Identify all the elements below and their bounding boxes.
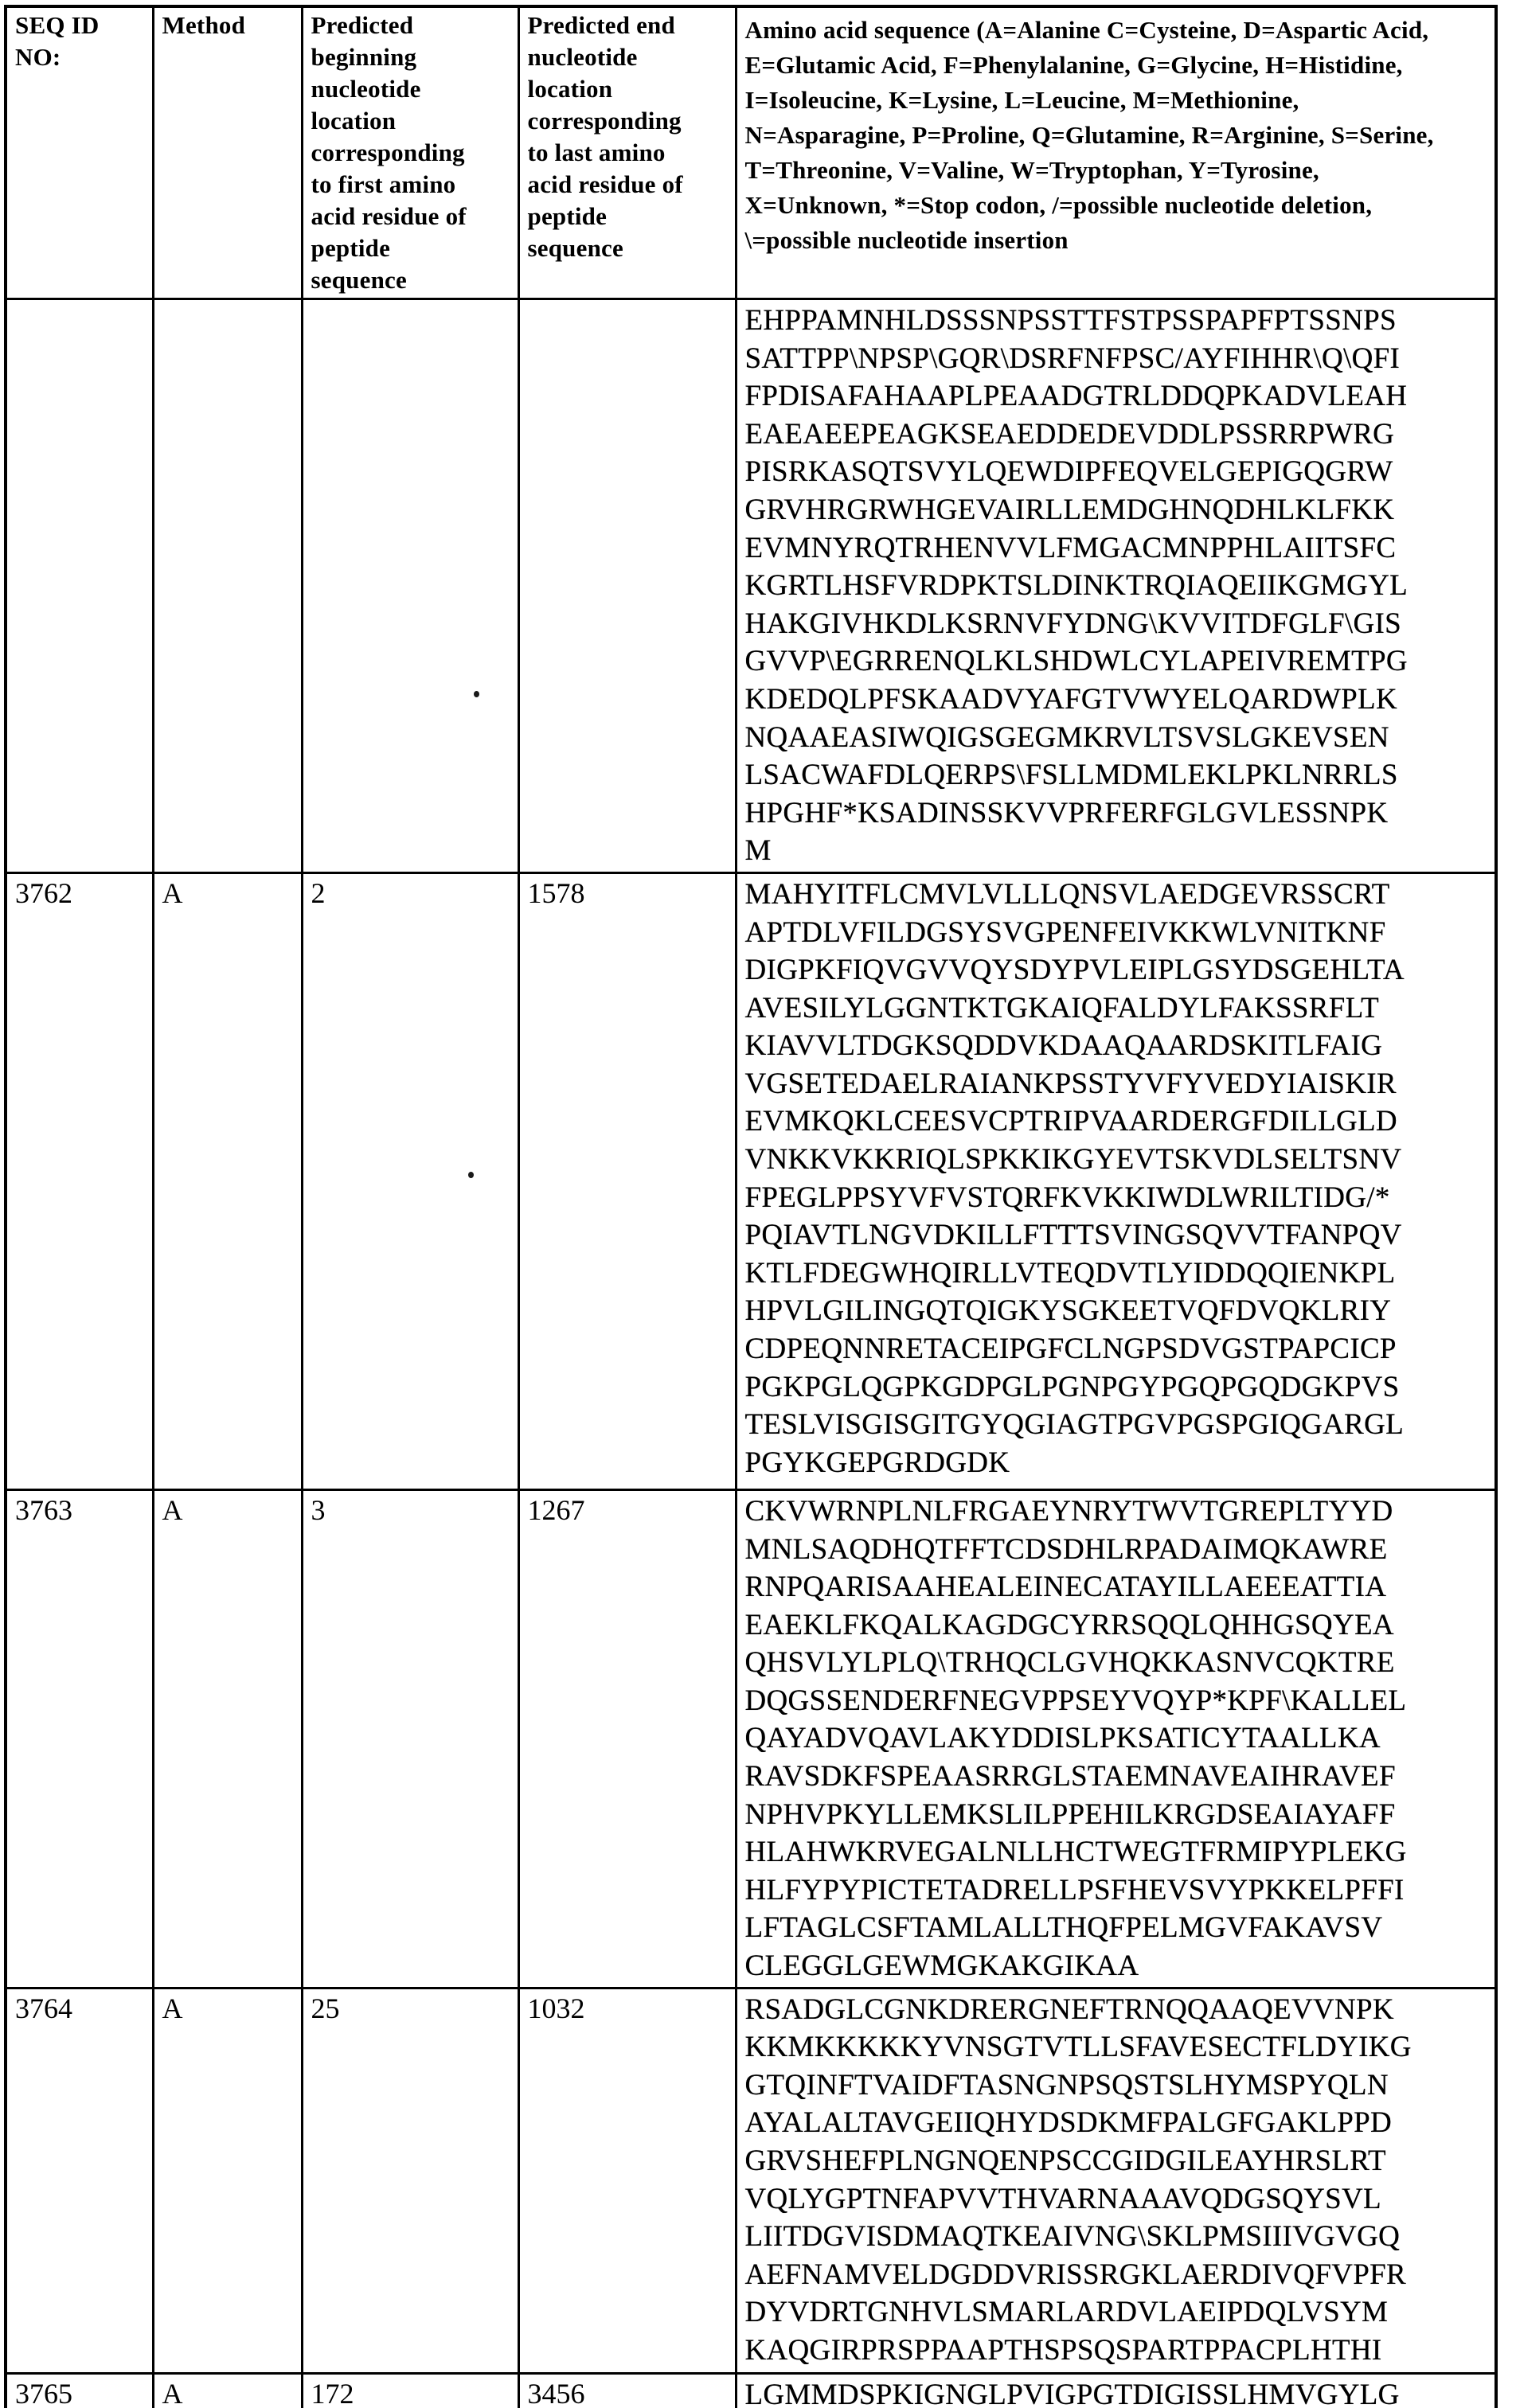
method-cell: A xyxy=(153,2373,302,2408)
table-header-row xyxy=(6,6,1496,299)
begin-cell: 3 xyxy=(302,1489,518,1988)
method-cell xyxy=(153,299,302,873)
amino-sequence-cell: LGMMDSPKIGNGLPVIGPGTDIGISSLHMVGYLG xyxy=(736,2373,1496,2408)
header-end-nucleotide: Predicted end nucleotide location corresponding to last amino acid residue of peptide sequence xyxy=(518,6,736,299)
table-row-3765 xyxy=(6,2373,1496,2408)
table-row-continuation xyxy=(6,299,1496,873)
end-cell: 3456 xyxy=(518,2373,736,2408)
sequence-listing-table xyxy=(4,5,1498,2408)
method-cell: A xyxy=(153,1489,302,1988)
method-cell: A xyxy=(153,872,302,1489)
seq-id-cell: 3762 xyxy=(6,872,153,1489)
end-cell: 1578 xyxy=(518,872,736,1489)
begin-cell: 2 xyxy=(302,872,518,1489)
begin-cell xyxy=(302,299,518,873)
seq-id-cell: 3763 xyxy=(6,1489,153,1988)
end-cell: 1032 xyxy=(518,1988,736,2373)
amino-sequence-cell: RSADGLCGNKDRERGNEFTRNQQAAQEVVNPK KKMKKKKKYVNSGTVTLLSFAVESECTFLDYIKG GTQINFTVAIDFTASNGNPSQSTSLHYMSPYQLN AYALALTAVGEIIQHYDSDKMFPALGFGAKLPPD GRVSHEFPLNGNQENPSCCGIDGILEAYHRSLRT VQLYGPTNFAPVVTHVARNAAAVQDGSQYSVL LIITDGVISDMAQTKEAIVNG\SKLPMSIIIVGVGQ AEFNAMVELDGDDVRISSRGKLAERDIVQFVPFR DYVDRTGNHVLSMARLARDVLAEIPDQLVSYM KAQGIRPRSPPAAPTHSPSQSPARTPPACPLHTHI xyxy=(736,1988,1496,2373)
scan-artifact-dot xyxy=(474,691,479,697)
amino-sequence-cell: CKVWRNPLNLFRGAEYNRYTWVTGREPLTYYD MNLSAQDHQTFFTCDSDHLRPADAIMQKAWRE RNPQARISAAHEALEINECATAYILLAEEEATTIA EAEKLFKQALKAGDGCYRRSQQLQHHGSQYEA QHSVLYLPLQ\TRHQCLGVHQKKASNVCQKTRE DQGSSENDERFNEGVPPSEYVQYP*KPF\KALLEL QAYADVQAVLAKYDDISLPKSATICYTAALLKA RAVSDKFSPEAASRRGLSTAEMNAVEAIHRAVEF NPHVPKYLLEMKSLILPPEHILKRGDSEAIAYAFF HLAHWKRVEGALNLLHCTWEGTFRMIPYPLEKG HLFYPYPICTETADRELLPSFHEVSVYPKKELPFFI LFTAGLCSFTAMLALLTHQFPELMGVFAKAVSV CLEGGLGEWMGKAKGIKAA xyxy=(736,1489,1496,1988)
end-cell xyxy=(518,299,736,873)
amino-sequence-cell: MAHYITFLCMVLVLLLQNSVLAEDGEVRSSCRT APTDLVFILDGSYSVGPENFEIVKKWLVNITKNF DIGPKFIQVGVVQYSDYPVLEIPLGSYDSGEHLTA AVESILYLGGNTKTGKAIQFALDYLFAKSSRFLT KIAVVLTDGKSQDDVKDAAQAARDSKITLFAIG VGSETEDAELRAIANKPSSTYVFYVEDYIAISKIR EVMKQKLCEESVCPTRIPVAARDERGFDILLGLD VNKKVKKRIQLSPKKIKGYEVTSKVDLSELTSNV FPEGLPPSYVFVSTQRFKVKKIWDLWRILTIDG/* PQIAVTLNGVDKILLFTTTSVINGSQVVTFANPQV KTLFDEGWHQIRLLVTEQDVTLYIDDQQIENKPL HPVLGILINGQTQIGKYSGKEETVQFDVQKLRIY CDPEQNNRETACEIPGFCLNGPSDVGSTPAPCICP PGKPGLQGPKGDPGLPGNPGYPGQPGQDGKPVS TESLVISGISGITGYQGIAGTPGVPGSPGIQGARGL PGYKGEPGRDGDK xyxy=(736,872,1496,1489)
table-row-3762 xyxy=(6,872,1496,1489)
header-begin-nucleotide: Predicted beginning nucleotide location corresponding to first amino acid residue of peptide sequence xyxy=(302,6,518,299)
header-amino-acid-legend: Amino acid sequence (A=Alanine C=Cysteine, D=Aspartic Acid, E=Glutamic Acid, F=Phenylalanine, G=Glycine, H=Histidine, I=Isoleucine, K=Lysine, L=Leucine, M=Methionine, N=Asparagine, P=Proline, Q=Glutamine, R=Arginine, S=Serine, T=Threonine, V=Valine, W=Tryptophan, Y=Tyrosine, X=Unknown, *=Stop codon, /=possible nucleotide deletion, \=possible nucleotide insertion xyxy=(736,6,1496,299)
end-cell: 1267 xyxy=(518,1489,736,1988)
header-seq-id: SEQ ID NO: xyxy=(6,6,153,299)
begin-cell: 172 xyxy=(302,2373,518,2408)
scan-artifact-dot xyxy=(468,1172,474,1178)
header-method: Method xyxy=(153,6,302,299)
seq-id-cell: 3765 xyxy=(6,2373,153,2408)
seq-id-cell: 3764 xyxy=(6,1988,153,2373)
table-row-3763 xyxy=(6,1489,1496,1988)
amino-sequence-cell: EHPPAMNHLDSSSNPSSTTFSTPSSPAPFPTSSNPS SATTPP\NPSP\GQR\DSRFNFPSC/AYFIHHR\Q\QFI FPDISAFAHAAPLPEAADGTRLDDQPKADVLEAH EAEAEEPEAGKSEAEDDEDEVDDLPSSRRPWRG PISRKASQTSVYLQEWDIPFEQVELGEPIGQGRW GRVHRGRWHGEVAIRLLEMDGHNQDHLKLFKK EVMNYRQTRHENVVLFMGACMNPPHLAIITSFC KGRTLHSFVRDPKTSLDINKTRQIAQEIIKGMGYL HAKGIVHKDLKSRNVFYDNG\KVVITDFGLF\GIS GVVP\EGRRENQLKLSHDWLCYLAPEIVREMTPG KDEDQLPFSKAADVYAFGTVWYELQARDWPLK NQAAEASIWQIGSGEGMKRVLTSVSLGKEVSEN LSACWAFDLQERPS\FSLLMDMLEKLPKLNRRLS HPGHF*KSADINSSKVVPRFERFGLGVLESSNPK M xyxy=(736,299,1496,873)
begin-cell: 25 xyxy=(302,1988,518,2373)
table-row-3764 xyxy=(6,1988,1496,2373)
seq-id-cell xyxy=(6,299,153,873)
method-cell: A xyxy=(153,1988,302,2373)
